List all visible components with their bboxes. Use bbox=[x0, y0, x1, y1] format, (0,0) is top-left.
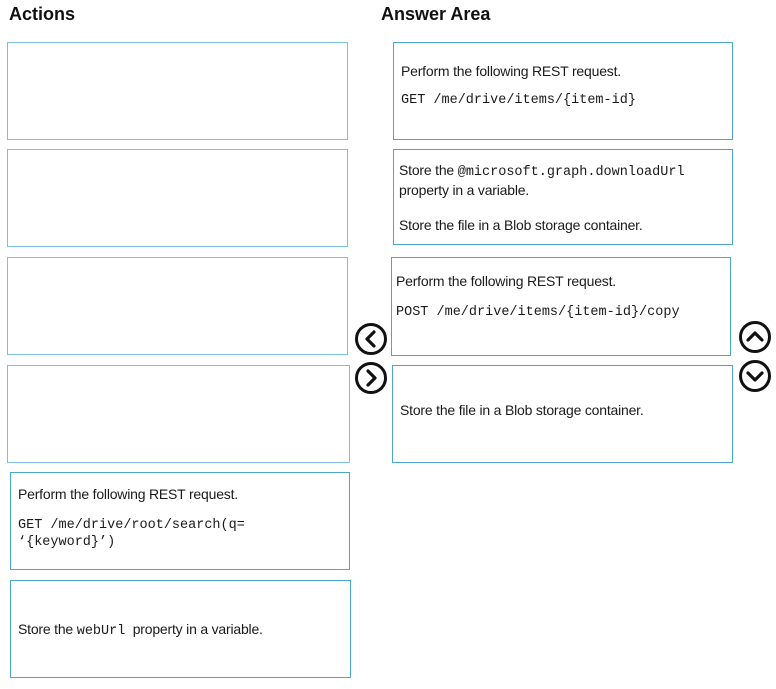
answer-item-text: Perform the following REST request. bbox=[401, 63, 621, 79]
action-item-text: Perform the following REST request. bbox=[18, 486, 238, 502]
action-item-store-weburl[interactable] bbox=[10, 580, 351, 678]
action-item-search-request[interactable] bbox=[10, 472, 350, 570]
chevron-right-icon bbox=[358, 365, 384, 391]
answer-item-text: Store the file in a Blob storage container. bbox=[400, 402, 644, 418]
chevron-down-icon bbox=[742, 363, 768, 389]
answer-item-text: Perform the following REST request. bbox=[396, 273, 616, 289]
action-item-text: Store the bbox=[18, 621, 77, 637]
move-up-button[interactable] bbox=[739, 321, 771, 353]
answer-item-code: @microsoft.graph.downloadUrl bbox=[457, 165, 685, 180]
answer-item-store-download-url[interactable] bbox=[393, 149, 733, 245]
chevron-left-icon bbox=[358, 326, 384, 352]
action-item-code: ‘{keyword}’) bbox=[18, 535, 116, 550]
answer-item-text: Store the bbox=[399, 162, 458, 178]
action-slot-empty[interactable] bbox=[7, 149, 348, 247]
move-right-button[interactable] bbox=[355, 362, 387, 394]
answer-item-code: POST /me/drive/items/{item-id}/copy bbox=[396, 305, 680, 320]
answer-item-get-item-request[interactable] bbox=[393, 42, 733, 140]
move-left-button[interactable] bbox=[355, 323, 387, 355]
answer-item-copy-request[interactable] bbox=[391, 257, 731, 356]
move-down-button[interactable] bbox=[739, 360, 771, 392]
action-slot-empty[interactable] bbox=[7, 365, 350, 463]
chevron-up-icon bbox=[742, 324, 768, 350]
action-item-code: GET /me/drive/root/search(q= bbox=[18, 518, 245, 533]
answer-item-store-blob[interactable] bbox=[392, 365, 733, 463]
answer-area-heading: Answer Area bbox=[381, 4, 491, 24]
action-item-text: property in a variable. bbox=[125, 621, 263, 637]
answer-item-text: property in a variable. bbox=[399, 182, 530, 198]
answer-item-code: GET /me/drive/items/{item-id} bbox=[401, 93, 636, 108]
action-item-code: webUrl bbox=[76, 624, 126, 639]
answer-item-text: Store the file in a Blob storage container. bbox=[399, 217, 643, 233]
actions-heading: Actions bbox=[9, 4, 76, 24]
action-slot-empty[interactable] bbox=[7, 257, 348, 355]
action-slot-empty[interactable] bbox=[7, 42, 348, 140]
